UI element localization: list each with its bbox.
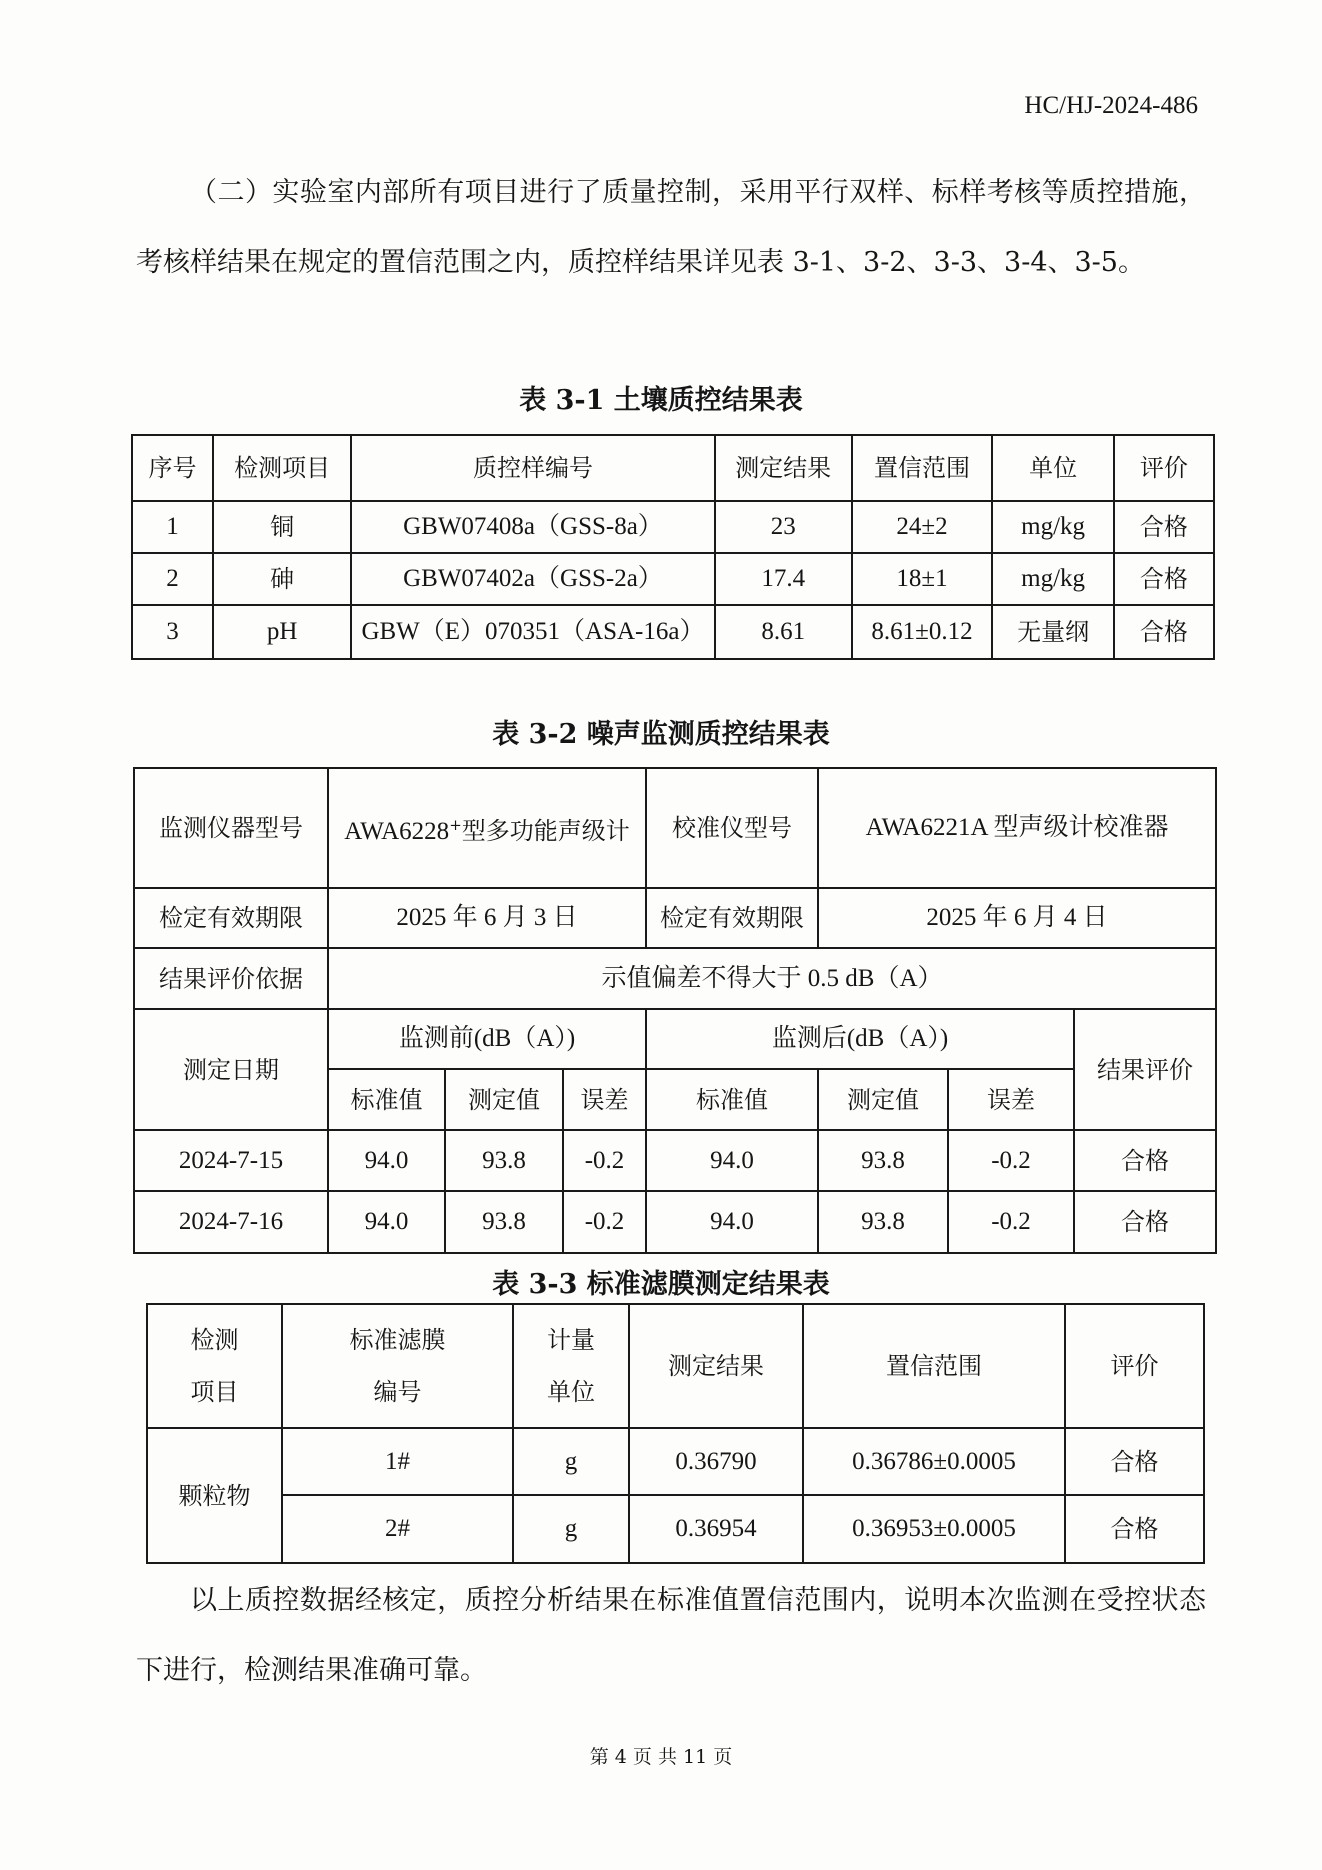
noise-qc-table xyxy=(133,767,1217,1254)
header-cell: 评价 xyxy=(1114,435,1214,501)
table3-caption: 表 3-3 标准滤膜测定结果表 xyxy=(492,1269,830,1300)
table-cell: 合格 xyxy=(1074,1130,1216,1191)
instrument-type: 型多功能声级计 xyxy=(461,816,630,845)
table-cell: 3 xyxy=(132,605,213,659)
header-cell: 测定结果 xyxy=(629,1304,803,1428)
table-cell: g xyxy=(513,1495,629,1563)
item-cell: 颗粒物 xyxy=(147,1428,282,1563)
table-cell: 23 xyxy=(715,501,852,553)
sub-header-cell: 测定值 xyxy=(818,1069,948,1130)
header-text: 检测项目 xyxy=(190,1326,239,1406)
table-cell: 18±1 xyxy=(852,553,993,605)
table-row xyxy=(147,1428,1204,1495)
table-row xyxy=(147,1495,1204,1563)
table-cell: 无量纲 xyxy=(992,605,1114,659)
header-cell: 单位 xyxy=(992,435,1114,501)
header-cell: 测定结果 xyxy=(715,435,852,501)
table-cell: 93.8 xyxy=(445,1130,563,1191)
table-cell: 17.4 xyxy=(715,553,852,605)
header-cell: 置信范围 xyxy=(852,435,993,501)
table-cell: 0.36790 xyxy=(629,1428,803,1495)
basis-row xyxy=(134,948,1216,1009)
table-cell: GBW07408a（GSS-8a） xyxy=(351,501,714,553)
header-text: 计量单位 xyxy=(546,1326,595,1406)
conclusion-paragraph: 以上质控数据经核定，质控分析结果在标准值置信范围内，说明本次监测在受控状态下进行，检测结果准确可靠。 xyxy=(136,1585,1206,1686)
table2-caption: 表 3-2 噪声监测质控结果表 xyxy=(492,719,830,750)
header-cell: 评价 xyxy=(1065,1304,1204,1428)
sub-header-cell: 标准值 xyxy=(328,1069,445,1130)
table-cell: 1# xyxy=(282,1428,513,1495)
header-cell xyxy=(513,1304,629,1428)
table-cell: 94.0 xyxy=(646,1130,818,1191)
instrument-row xyxy=(134,768,1216,888)
basis-value: 示值偏差不得大于 0.5 dB（A） xyxy=(328,948,1216,1009)
measure-header-row xyxy=(134,1009,1216,1069)
table-cell: 93.8 xyxy=(445,1191,563,1253)
calibrator-value: AWA6221A 型声级计校准器 xyxy=(818,768,1216,888)
table-row xyxy=(134,1130,1216,1191)
table-cell: pH xyxy=(213,605,351,659)
instrument-value xyxy=(328,768,646,888)
table-row xyxy=(132,501,1214,553)
after-label: 监测后(dB（A）) xyxy=(646,1009,1074,1069)
table-cell: 93.8 xyxy=(818,1130,948,1191)
table-cell: 合格 xyxy=(1114,553,1214,605)
table-cell: -0.2 xyxy=(948,1130,1074,1191)
table-row xyxy=(134,1191,1216,1253)
table-cell: 2024-7-16 xyxy=(134,1191,328,1253)
basis-label: 结果评价依据 xyxy=(134,948,328,1009)
instrument-model-sup: + xyxy=(449,815,462,834)
table-cell: -0.2 xyxy=(563,1191,646,1253)
header-cell: 检测项目 xyxy=(213,435,351,501)
sub-header-cell: 误差 xyxy=(563,1069,646,1130)
table-row xyxy=(132,605,1214,659)
table-cell: 94.0 xyxy=(646,1191,818,1253)
table-cell: 24±2 xyxy=(852,501,993,553)
table-cell: 2 xyxy=(132,553,213,605)
soil-qc-table xyxy=(131,434,1215,660)
table-cell: 0.36954 xyxy=(629,1495,803,1563)
table-cell: 0.36953±0.0005 xyxy=(803,1495,1065,1563)
table-row xyxy=(132,553,1214,605)
table-cell: 94.0 xyxy=(328,1130,445,1191)
sub-header-cell: 标准值 xyxy=(646,1069,818,1130)
table-header-row xyxy=(147,1304,1204,1428)
calibrator-label: 校准仪型号 xyxy=(646,768,818,888)
validity-value-2: 2025 年 6 月 4 日 xyxy=(818,888,1216,948)
table-cell: 94.0 xyxy=(328,1191,445,1253)
table-cell: 铜 xyxy=(213,501,351,553)
before-label: 监测前(dB（A）) xyxy=(328,1009,646,1069)
filter-membrane-table xyxy=(146,1303,1205,1564)
table-cell: 0.36786±0.0005 xyxy=(803,1428,1065,1495)
result-label: 结果评价 xyxy=(1074,1009,1216,1130)
document-code: HC/HJ-2024-486 xyxy=(1024,92,1198,119)
table-cell: -0.2 xyxy=(563,1130,646,1191)
header-cell xyxy=(282,1304,513,1428)
validity-label-1: 检定有效期限 xyxy=(134,888,328,948)
sub-header-cell: 测定值 xyxy=(445,1069,563,1130)
table-cell: GBW（E）070351（ASA-16a） xyxy=(351,605,714,659)
table-cell: 93.8 xyxy=(818,1191,948,1253)
page-number: 第 4 页 共 11 页 xyxy=(589,1746,733,1768)
validity-row xyxy=(134,888,1216,948)
header-cell: 序号 xyxy=(132,435,213,501)
table-cell: -0.2 xyxy=(948,1191,1074,1253)
table-cell: mg/kg xyxy=(992,553,1114,605)
table-cell: 合格 xyxy=(1074,1191,1216,1253)
table-cell: g xyxy=(513,1428,629,1495)
table-header-row xyxy=(132,435,1214,501)
table-cell: 合格 xyxy=(1065,1428,1204,1495)
date-label: 测定日期 xyxy=(134,1009,328,1130)
instrument-model: AWA6228 xyxy=(344,817,450,845)
header-text: 标准滤膜编号 xyxy=(349,1326,446,1406)
instrument-label: 监测仪器型号 xyxy=(134,768,328,888)
header-cell: 质控样编号 xyxy=(351,435,714,501)
table-cell: 8.61±0.12 xyxy=(852,605,993,659)
table-cell: 合格 xyxy=(1114,501,1214,553)
table-cell: 合格 xyxy=(1065,1495,1204,1563)
table-cell: mg/kg xyxy=(992,501,1114,553)
header-cell xyxy=(147,1304,282,1428)
sub-header-cell: 误差 xyxy=(948,1069,1074,1130)
intro-paragraph: （二）实验室内部所有项目进行了质量控制，采用平行双样、标样考核等质控措施，考核样结果在规定的置信范围之内，质控样结果详见表 3-1、3-2、3-3、3-4、3-5。 xyxy=(136,177,1206,278)
validity-label-2: 检定有效期限 xyxy=(646,888,818,948)
table1-caption: 表 3-1 土壤质控结果表 xyxy=(519,385,803,416)
table-cell: 2# xyxy=(282,1495,513,1563)
table-cell: 合格 xyxy=(1114,605,1214,659)
validity-value-1: 2025 年 6 月 3 日 xyxy=(328,888,646,948)
table-cell: 2024-7-15 xyxy=(134,1130,328,1191)
table-cell: 8.61 xyxy=(715,605,852,659)
table-cell: GBW07402a（GSS-2a） xyxy=(351,553,714,605)
table-cell: 1 xyxy=(132,501,213,553)
table-cell: 砷 xyxy=(213,553,351,605)
header-cell: 置信范围 xyxy=(803,1304,1065,1428)
